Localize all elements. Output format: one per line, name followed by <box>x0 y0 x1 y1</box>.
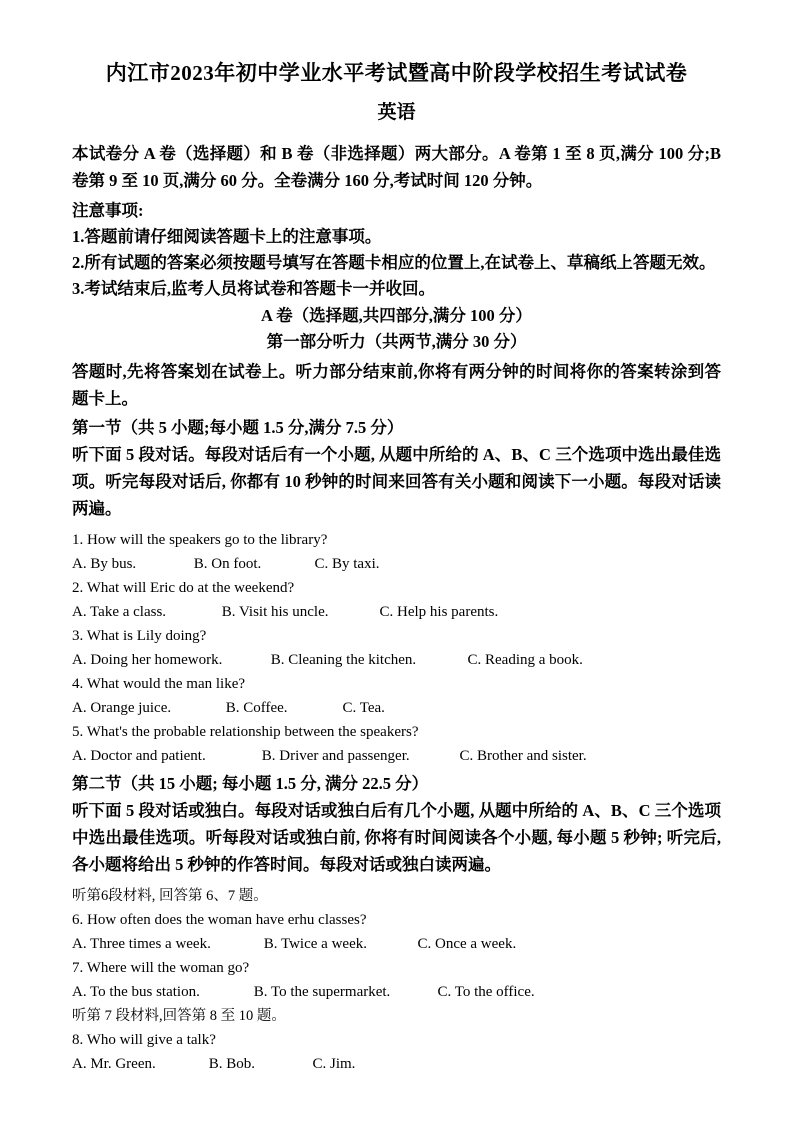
node1-instructions: 听下面 5 段对话。每段对话后有一个小题, 从题中所给的 A、B、C 三个选项中选出最佳选项。听完每段对话后, 你都有 10 秒钟的时间来回答有关小题和阅读下一小题。每段对话读两遍。 <box>72 445 721 518</box>
question-options <box>72 552 721 576</box>
node2-instructions: 听下面 5 段对话或独白。每段对话或独白后有几个小题, 从题中所给的 A、B、C 三个选项中选出最佳选项。听每段对话或独白前, 你将有时间阅读各个小题, 每小题 5 秒钟; 听完后, 各小题将给出 5 秒钟的作答时间。每段对话或独白读两遍。 <box>72 801 721 874</box>
option-c: C. Tea. <box>342 700 385 716</box>
exam-subject: 英语 <box>377 102 416 123</box>
option-a: A. Doctor and patient. <box>72 748 206 764</box>
question-text: 8. Who will give a talk? <box>72 1032 216 1048</box>
option-c: C. Reading a book. <box>467 652 583 668</box>
question-options <box>72 696 721 720</box>
option-b: B. Driver and passenger. <box>261 748 410 764</box>
option-a: A. Doing her homework. <box>72 652 223 668</box>
question-4 <box>72 672 721 720</box>
option-a: A. Take a class. <box>72 604 167 620</box>
question-5 <box>72 720 721 768</box>
option-a: A. Mr. Green. <box>72 1056 156 1072</box>
material-note-7: 听第 7 段材料,回答第 8 至 10 题。 <box>72 1008 286 1024</box>
exam-title: 内江市2023年初中学业水平考试暨高中阶段学校招生考试试卷 <box>105 61 688 85</box>
option-b: B. Bob. <box>208 1056 256 1072</box>
question-options <box>72 980 721 1004</box>
part1-listening-heading: 第一部分听力（共两节,满分 30 分） <box>266 332 527 351</box>
node1-heading: 第一节（共 5 小题;每小题 1.5 分,满分 7.5 分） <box>72 418 404 437</box>
option-a: A. Three times a week. <box>72 936 211 952</box>
answer-transfer-note: 答题时,先将答案划在试卷上。听力部分结束前,你将有两分钟的时间将你的答案转涂到答题卡上。 <box>72 362 721 408</box>
question-text: 4. What would the man like? <box>72 676 246 692</box>
option-c: C. Jim. <box>312 1056 356 1072</box>
question-3 <box>72 624 721 672</box>
option-c: C. Brother and sister. <box>459 748 587 764</box>
note-item-2: 2.所有试题的答案必须按题号填写在答题卡相应的位置上,在试卷上、草稿纸上答题无效。 <box>72 253 716 272</box>
notes-title: 注意事项: <box>72 201 144 220</box>
question-text: 2. What will Eric do at the weekend? <box>72 580 295 596</box>
material-note-6: 听第6段材料, 回答第 6、7 题。 <box>72 888 268 904</box>
question-7 <box>72 956 721 1004</box>
option-c: C. To the office. <box>437 984 535 1000</box>
option-a: A. By bus. <box>72 556 137 572</box>
question-text: 3. What is Lily doing? <box>72 628 207 644</box>
option-a: A. To the bus station. <box>72 984 200 1000</box>
question-text: 6. How often does the woman have erhu classes? <box>72 912 367 928</box>
option-b: B. Coffee. <box>225 700 288 716</box>
question-options <box>72 744 721 768</box>
node2-heading: 第二节（共 15 小题; 每小题 1.5 分, 满分 22.5 分） <box>72 774 429 793</box>
option-b: B. On foot. <box>193 556 262 572</box>
option-b: B. Twice a week. <box>263 936 367 952</box>
question-8 <box>72 1028 721 1076</box>
question-options <box>72 932 721 956</box>
question-options <box>72 648 721 672</box>
option-b: B. To the supermarket. <box>253 984 391 1000</box>
question-options <box>72 600 721 624</box>
question-6 <box>72 908 721 956</box>
note-item-1: 1.答题前请仔细阅读答题卡上的注意事项。 <box>72 227 382 246</box>
option-c: C. By taxi. <box>314 556 380 572</box>
option-b: B. Visit his uncle. <box>221 604 329 620</box>
question-text: 5. What's the probable relationship between the speakers? <box>72 724 419 740</box>
question-1 <box>72 528 721 576</box>
question-text: 1. How will the speakers go to the library? <box>72 532 328 548</box>
option-a: A. Orange juice. <box>72 700 172 716</box>
option-b: B. Cleaning the kitchen. <box>270 652 417 668</box>
note-item-3: 3.考试结束后,监考人员将试卷和答题卡一并收回。 <box>72 279 435 298</box>
question-text: 7. Where will the woman go? <box>72 960 250 976</box>
option-c: C. Help his parents. <box>379 604 499 620</box>
section-a-heading: A 卷（选择题,共四部分,满分 100 分） <box>261 306 532 325</box>
exam-intro-paragraph: 本试卷分 A 卷（选择题）和 B 卷（非选择题）两大部分。A 卷第 1 至 8 页,满分 100 分;B 卷第 9 至 10 页,满分 60 分。全卷满分 160 分,考试时间 120 分钟。 <box>72 144 721 190</box>
question-options <box>72 1052 721 1076</box>
option-c: C. Once a week. <box>417 936 517 952</box>
question-2 <box>72 576 721 624</box>
